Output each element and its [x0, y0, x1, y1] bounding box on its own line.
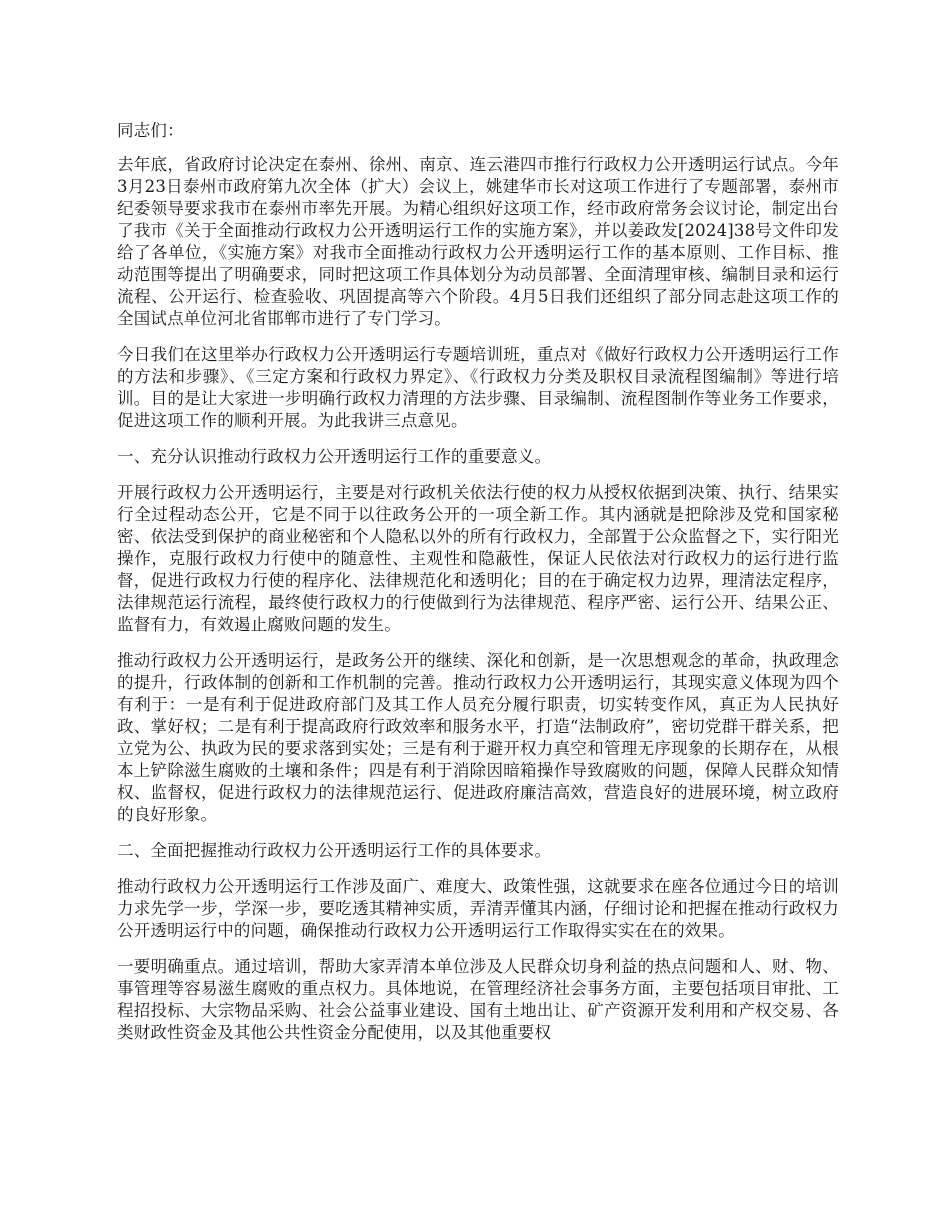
paragraph-key-points: 一要明确重点。通过培训，帮助大家弄清本单位涉及人民群众切身利益的热点问题和人、财、物、事管理等容易滋生腐败的重点权力。具体地说，在管理经济社会事务方面，主要包括项目审批、工程招投标、大宗物品采购、社会公益事业建设、国有土地出让、矿产资源开发利用和产权交易、各类财政性资金及其他公共性资金分配使用，以及其他重要权 [117, 957, 839, 1042]
salutation: 同志们： [117, 121, 184, 140]
section-heading-2: 二、全面把握推动行政权力公开透明运行工作的具体要求。 [117, 841, 552, 860]
paragraph-definition: 开展行政权力公开透明运行，主要是对行政机关依法行使的权力从授权依据到决策、执行、结果实行全过程动态公开，它是不同于以往政务公开的一项全新工作。其内涵就是把除涉及党和国家秘密、依法受到保护的商业秘密和个人隐私以外的所有行政权力，全部置于公众监督之下，实行阳光操作，克服行政权力行使中的随意性、主观性和隐蔽性，保证人民依法对行政权力的运行进行监督，促进行政权力行使的程序化、法律规范化和透明化；目的在于确定权力边界，理清法定程序，法律规范运行流程，最终使行政权力的行使做到行为法律规范、程序严密、运行公开、结果公正、监督有力，有效遏止腐败问题的发生。 [117, 483, 839, 634]
paragraph-training-purpose: 今日我们在这里举办行政权力公开透明运行专题培训班，重点对《做好行政权力公开透明运行工作的方法和步骤》、《三定方案和行政权力界定》、《行政权力分类及职权目录流程图编制》等进行培训。目的是让大家进一步明确行政权力清理的方法步骤、目录编制、流程图制作等业务工作要求，促进这项工作的顺利开展。为此我讲三点意见。 [117, 345, 839, 430]
paragraph-background: 去年底，省政府讨论决定在泰州、徐州、南京、连云港四市推行行政权力公开透明运行试点。今年3月23日泰州市政府第九次全体（扩大）会议上，姚建华市长对这项工作进行了专题部署，泰州市纪委领导要求我市在泰州市率先开展。为精心组织好这项工作，经市政府常务会议讨论，制定出台了我市《关于全面推动行政权力公开透明运行工作的实施方案》，并以姜政发[2024]38号文件印发给了各单位，《实施方案》对我市全面推动行政权力公开透明运行工作的基本原则、工作目标、推动范围等提出了明确要求，同时把这项工作具体划分为动员部署、全面清理审核、编制目录和运行流程、公开运行、检查验收、巩固提高等六个阶段。4月5日我们还组织了部分同志赴这项工作的全国试点单位河北省邯郸市进行了专门学习。 [117, 155, 839, 328]
paragraph-significance: 推动行政权力公开透明运行，是政务公开的继续、深化和创新，是一次思想观念的革命，执政理念的提升，行政体制的创新和工作机制的完善。推动行政权力公开透明运行，其现实意义体现为四个有利于：一是有利于促进政府部门及其工作人员充分履行职责，切实转变作风，真正为人民执好政、掌好权；二是有利于提高政府行政效率和服务水平，打造“法制政府”，密切党群干群关系，把立党为公、执政为民的要求落到实处；三是有利于避开权力真空和管理无序现象的长期存在，从根本上铲除滋生腐败的土壤和条件；四是有利于消除因暗箱操作导致腐败的问题，保障人民群众知情权、监督权，促进行政权力的法律规范运行、促进政府廉洁高效，营造良好的进展环境，树立政府的良好形象。 [117, 651, 839, 824]
document-body [117, 120, 839, 1058]
paragraph-requirements: 推动行政权力公开透明运行工作涉及面广、难度大、政策性强，这就要求在座各位通过今日的培训力求先学一步，学深一步，要吃透其精神实质，弄清弄懂其内涵，仔细讨论和把握在推动行政权力公开透明运行中的问题，确保推动行政权力公开透明运行工作取得实实在在的效果。 [117, 877, 839, 940]
section-heading-1: 一、充分认识推动行政权力公开透明运行工作的重要意义。 [117, 447, 552, 466]
